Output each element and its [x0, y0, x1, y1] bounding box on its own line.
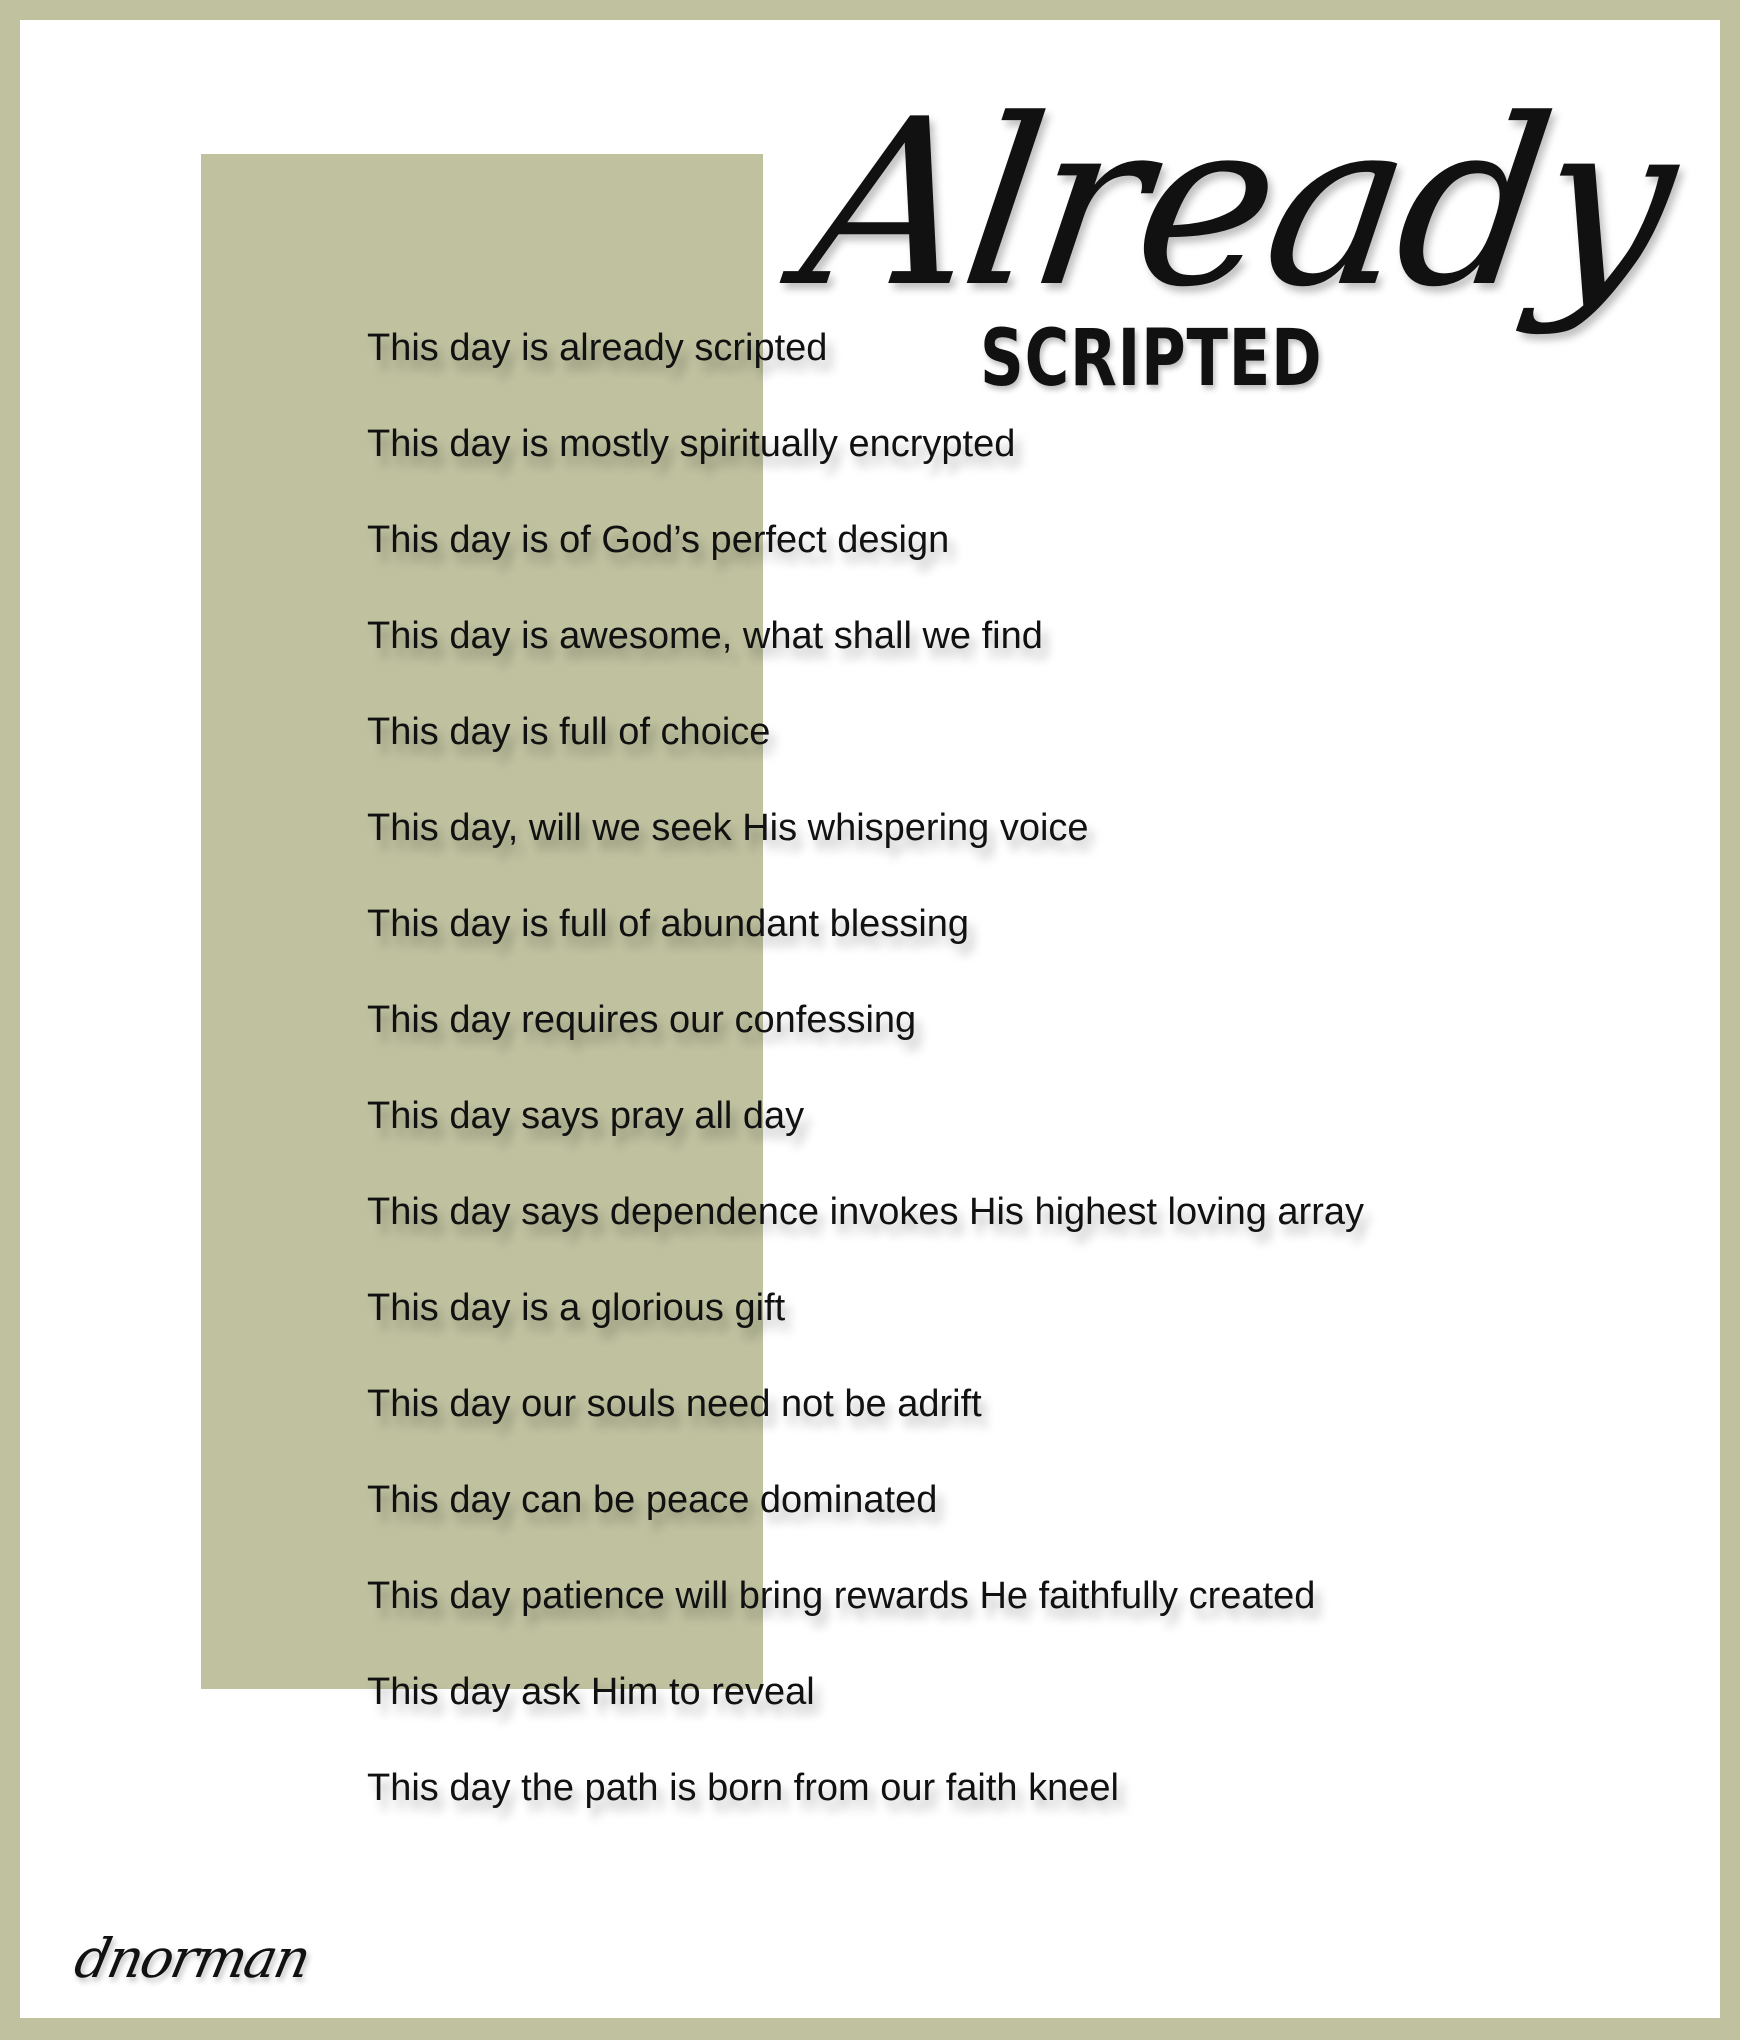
poem-line: This day is a glorious gift: [367, 1287, 786, 1329]
poem-line: This day is full of abundant blessing: [367, 903, 970, 945]
poem: [367, 324, 1364, 1860]
poem-line: This day can be peace dominated: [367, 1479, 938, 1521]
poem-line: This day, will we seek His whispering voice: [367, 807, 1089, 849]
poem-line: This day says dependence invokes His highest loving array: [367, 1191, 1364, 1233]
poem-line: This day our souls need not be adrift: [367, 1383, 982, 1425]
author-signature: dnorman: [69, 1927, 315, 1990]
poem-line: This day is awesome, what shall we find: [367, 615, 1043, 657]
poem-line: This day ask Him to reveal: [367, 1671, 815, 1713]
poem-line: This day is already scripted: [367, 327, 828, 369]
poem-line: This day requires our confessing: [367, 999, 917, 1041]
poem-line: This day is mostly spiritually encrypted: [367, 423, 1016, 465]
title-main: Already: [789, 71, 1685, 338]
poem-line: This day says pray all day: [367, 1095, 805, 1137]
poster-sheet: [20, 20, 1720, 2018]
poem-line: This day is of God’s perfect design: [367, 519, 950, 561]
title-sub: SCRIPTED: [980, 314, 1323, 404]
poem-line: This day the path is born from our faith kneel: [367, 1767, 1119, 1809]
poem-line: This day patience will bring rewards He faithfully created: [367, 1575, 1316, 1617]
poem-line: This day is full of choice: [367, 711, 771, 753]
